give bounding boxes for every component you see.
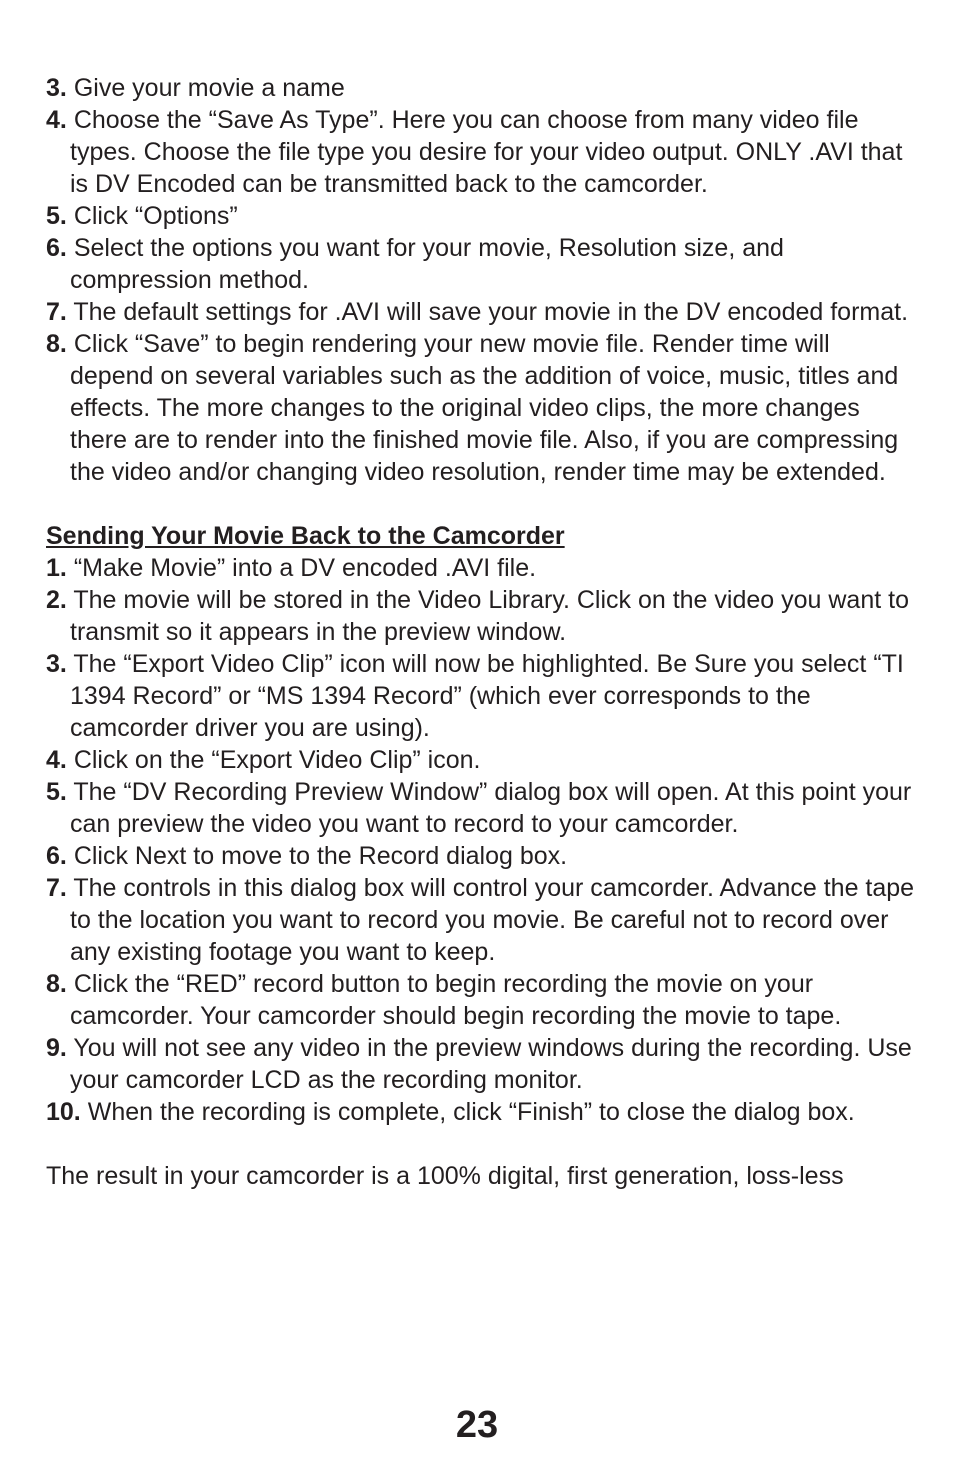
- step-number: 9.: [46, 1034, 67, 1062]
- step-text: The “Export Video Clip” icon will now be highlighted. Be Sure you select “TI 1394 Record” or “MS 1394 Record” (which ever corresponds to the camcorder driver you are using).: [70, 650, 904, 742]
- step-number: 4.: [46, 106, 67, 134]
- step-number: 2.: [46, 586, 67, 614]
- list-item: [46, 552, 916, 584]
- closing-paragraph: The result in your camcorder is a 100% digital, first generation, loss-less: [46, 1162, 844, 1190]
- step-number: 7.: [46, 874, 67, 902]
- step-text: The default settings for .AVI will save your movie in the DV encoded format.: [73, 298, 909, 326]
- step-number: 10.: [46, 1098, 81, 1126]
- step-text: The controls in this dialog box will control your camcorder. Advance the tape to the location you want to record you movie. Be careful not to record over any existing footage you want to keep.: [70, 874, 915, 966]
- list-item: [46, 840, 916, 872]
- list-item: [46, 232, 916, 296]
- list-item: [46, 104, 916, 200]
- step-number: 4.: [46, 746, 67, 774]
- list-item: [46, 968, 916, 1032]
- list-item: [46, 584, 916, 648]
- page-number: 23: [455, 1404, 499, 1446]
- spacer: [46, 488, 916, 520]
- list-item: [46, 744, 916, 776]
- step-number: 3.: [46, 650, 67, 678]
- step-text: Click Next to move to the Record dialog box.: [73, 842, 568, 870]
- step-text: Click “Options”: [73, 202, 238, 230]
- list-item: [46, 296, 916, 328]
- list-item: [46, 648, 916, 744]
- step-number: 3.: [46, 74, 67, 102]
- step-text: Click the “RED” record button to begin recording the movie on your camcorder. Your camcorder should begin recording the movie to tape.: [70, 970, 842, 1030]
- list-item: [46, 72, 916, 104]
- step-text: You will not see any video in the preview windows during the recording. Use your camcorder LCD as the recording monitor.: [70, 1034, 912, 1094]
- list-item: [46, 328, 916, 488]
- step-number: 5.: [46, 202, 67, 230]
- step-text: Select the options you want for your movie, Resolution size, and compression method.: [70, 234, 784, 294]
- spacer: [46, 1128, 916, 1160]
- list-item: [46, 200, 916, 232]
- step-number: 8.: [46, 330, 67, 358]
- step-number: 6.: [46, 842, 67, 870]
- step-number: 1.: [46, 554, 67, 582]
- document-page: [46, 72, 916, 1192]
- list-item: [46, 1032, 916, 1096]
- list-item: [46, 1096, 916, 1128]
- step-text: The “DV Recording Preview Window” dialog box will open. At this point your can preview the video you want to record to your camcorder.: [70, 778, 912, 838]
- step-text: The movie will be stored in the Video Library. Click on the video you want to transmit so it appears in the preview window.: [70, 586, 909, 646]
- step-number: 6.: [46, 234, 67, 262]
- list-item: [46, 872, 916, 968]
- section-heading: Sending Your Movie Back to the Camcorder: [46, 522, 565, 550]
- step-text: Choose the “Save As Type”. Here you can choose from many video file types. Choose the file type you desire for your video output. ONLY .AVI that is DV Encoded can be transmitted back to the camcorder.: [70, 106, 903, 198]
- step-text: Click on the “Export Video Clip” icon.: [73, 746, 481, 774]
- step-text: Click “Save” to begin rendering your new movie file. Render time will depend on several variables such as the addition of voice, music, titles and effects. The more changes to the original video clips, the more changes there are to render into the finished movie file. Also, if you are compressing the video and/or changing video resolution, render time may be extended.: [70, 330, 899, 486]
- list-item: [46, 776, 916, 840]
- step-text: Give your movie a name: [73, 74, 345, 102]
- step-text: “Make Movie” into a DV encoded .AVI file.: [73, 554, 537, 582]
- step-number: 8.: [46, 970, 67, 998]
- step-text: When the recording is complete, click “Finish” to close the dialog box.: [87, 1098, 855, 1126]
- step-number: 7.: [46, 298, 67, 326]
- step-number: 5.: [46, 778, 67, 806]
